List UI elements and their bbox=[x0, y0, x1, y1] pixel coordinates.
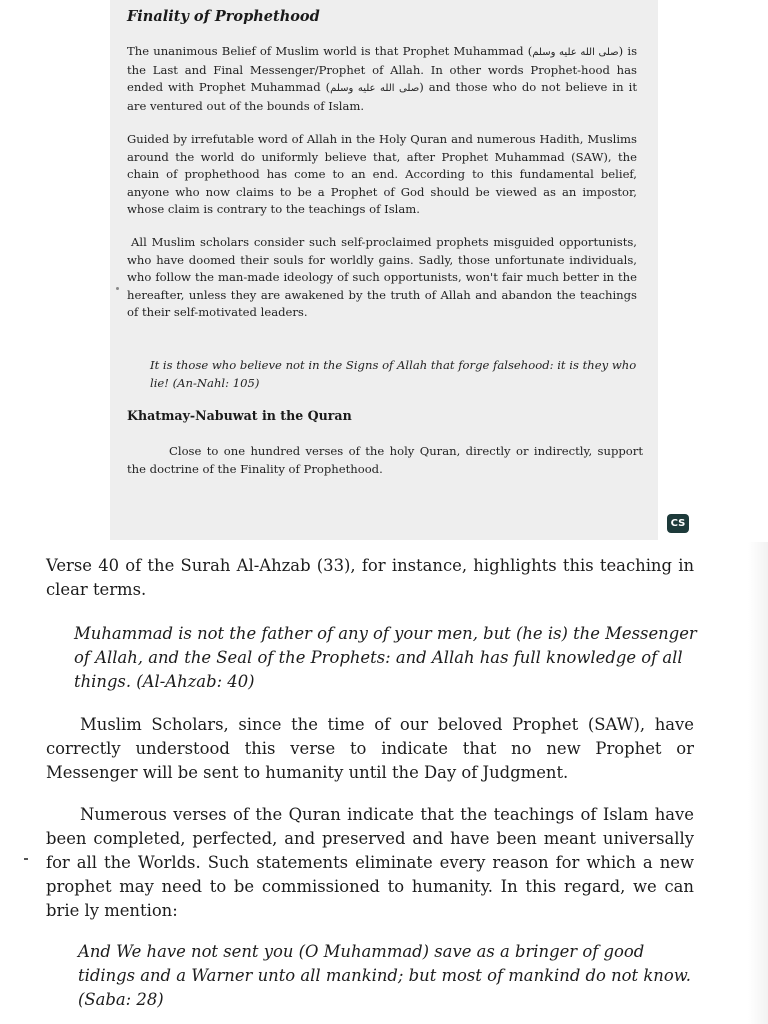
verse-intro-paragraph: Verse 40 of the Surah Al-Ahzab (33), for instance, highlights this teaching in clear terms. bbox=[46, 556, 694, 599]
page-margin-left bbox=[0, 0, 110, 540]
section-title: Finality of Prophethood bbox=[127, 8, 320, 25]
arabic-salutation-1: صلى الله عليه وسلم bbox=[532, 47, 619, 58]
intro-text-3: ) and those who do not believe in it are ventured out of the bounds of Islam. bbox=[127, 80, 637, 113]
quran-quote-ahzab: Muhammad is not the father of any of your men, but (he is) the Messenger of Allah, and the Seal of the Prophets: and Allah has full knowledge of all things. (Al-Ahzab: 40) bbox=[74, 624, 697, 691]
intro-paragraph bbox=[127, 43, 637, 115]
scan-mark bbox=[24, 858, 28, 860]
scan-speck bbox=[116, 287, 119, 290]
arabic-salutation-2: صلى الله عليه وسلم bbox=[330, 83, 420, 95]
page-edge-shadow bbox=[748, 542, 768, 1024]
intro-text-2: ) is the Last and Final Messenger/Prophet of Allah. In other words Prophet-hood has ended with Prophet Muhammad ( bbox=[127, 44, 638, 95]
quran-quote-nahl: It is those who believe not in the Signs of Allah that forge falsehood: it is they who lie! (An-Nahl: 105) bbox=[150, 358, 637, 390]
numerous-verses-paragraph: Numerous verses of the Quran indicate that the teachings of Islam have been completed, perfected, and preserved and have been meant universally for all the Worlds. Such statements eliminate every reason for which a new prophet may need to be commissioned to humanity. In this regard, we can brie ly mention: bbox=[46, 805, 694, 920]
quran-quote-saba: And We have not sent you (O Muhammad) save as a bringer of good tidings and a Warner unto all mankind; but most of mankind do not know. (Saba: 28) bbox=[78, 942, 691, 1009]
scholars-paragraph: All Muslim scholars consider such self-proclaimed prophets misguided opportunists, who have doomed their souls for worldly gains. Sadly, those unfortunate individuals, who follow the man-made ideology of such opportunists, won't fair much better in the hereafter, unless they are awakened by the truth of Allah and abandon the teachings of their self-motivated leaders. bbox=[127, 235, 637, 320]
subsection-heading: Khatmay-Nabuwat in the Quran bbox=[127, 408, 352, 423]
intro-text-1: The unanimous Belief of Muslim world is that Prophet Muhammad ( bbox=[127, 44, 533, 58]
camscanner-badge: CS bbox=[667, 514, 689, 533]
scholars-understanding-paragraph: Muslim Scholars, since the time of our beloved Prophet (SAW), have correctly understood this verse to indicate that no new Prophet or Messenger will be sent to humanity until the Day of Judgment. bbox=[46, 715, 694, 782]
verses-paragraph: Close to one hundred verses of the holy Quran, directly or indirectly, support the doctrine of the Finality of Prophethood. bbox=[127, 444, 643, 476]
belief-paragraph: Guided by irrefutable word of Allah in the Holy Quran and numerous Hadith, Muslims around the world do uniformly believe that, after Prophet Muhammad (SAW), the chain of prophethood has come to an end. According to this fundamental belief, anyone who now claims to be a Prophet of God should be viewed as an impostor, whose claim is contrary to the teachings of Islam. bbox=[127, 132, 637, 217]
